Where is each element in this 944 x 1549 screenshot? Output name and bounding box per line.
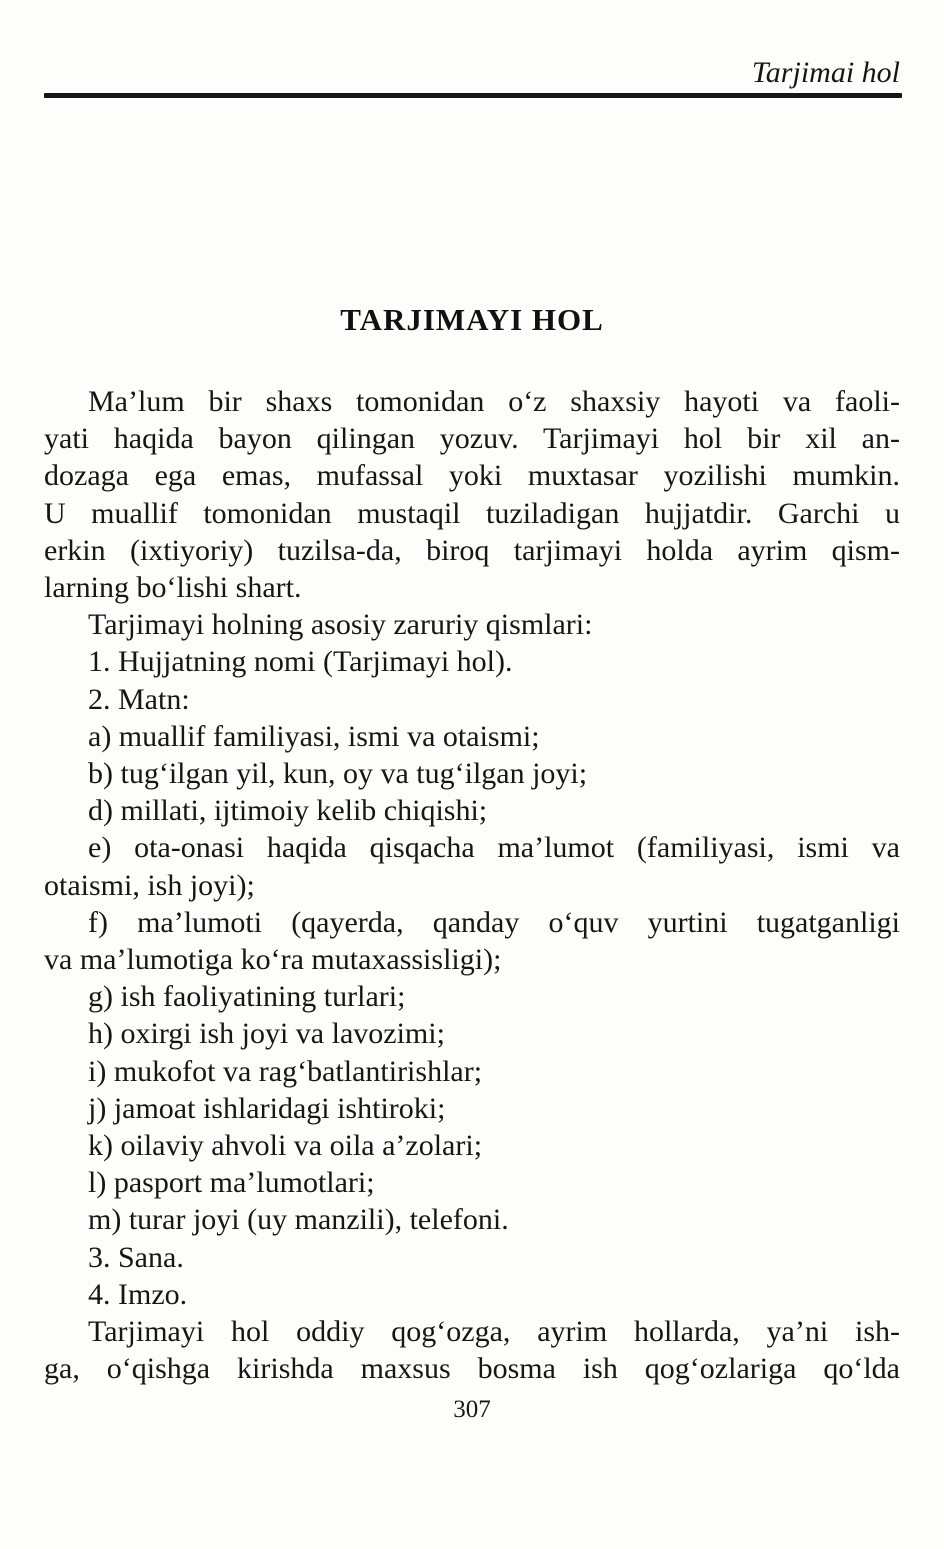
header-rule [44, 93, 902, 98]
page-title: TARJIMAYI HOL [340, 302, 604, 337]
text-line: g) ish faoliyatining turlari; [88, 980, 406, 1014]
text-line: k) oilaviy ahvoli va oila a’zolari; [88, 1129, 483, 1163]
text-line: 4. Imzo. [88, 1277, 188, 1311]
text-line: b) tug‘ilgan yil, kun, oy va tug‘ilgan joyi; [88, 757, 588, 791]
text-line: dozaga ega emas, mufassal yoki muxtasar yozilishi mumkin. [44, 459, 900, 493]
text-line: otaismi, ish joyi); [44, 868, 255, 902]
running-header: Tarjimai hol [751, 56, 900, 89]
text-line: Tarjimayi hol oddiy qog‘ozga, ayrim hollarda, ya’ni ish- [88, 1315, 900, 1349]
text-line: f) ma’lumoti (qayerda, qanday o‘quv yurtini tugatganligi [88, 905, 900, 939]
text-line: e) ota-onasi haqida qisqacha ma’lumot (familiyasi, ismi va [88, 831, 900, 865]
text-line: a) muallif familiyasi, ismi va otaismi; [88, 719, 540, 753]
body-text [44, 383, 900, 1387]
text-line: erkin (ixtiyoriy) tuzilsa-da, biroq tarjimayi holda ayrim qism- [44, 533, 900, 567]
text-line: j) jamoat ishlaridagi ishtiroki; [88, 1091, 446, 1125]
text-line: U muallif tomonidan mustaqil tuziladigan hujjatdir. Garchi u [44, 496, 900, 530]
text-line: i) mukofot va rag‘batlantirishlar; [88, 1054, 483, 1088]
text-line: m) turar joyi (uy manzili), telefoni. [88, 1203, 509, 1237]
text-line: l) pasport ma’lumotlari; [88, 1166, 375, 1200]
text-line: 3. Sana. [88, 1240, 184, 1274]
text-line: d) millati, ijtimoiy kelib chiqishi; [88, 794, 488, 828]
text-line: 2. Matn: [88, 682, 190, 716]
page-number: 307 [453, 1396, 491, 1423]
text-line: larning bo‘lishi shart. [44, 571, 302, 605]
text-line: h) oxirgi ish joyi va lavozimi; [88, 1017, 445, 1051]
text-line: Ma’lum bir shaxs tomonidan o‘z shaxsiy hayoti va faoli- [88, 385, 900, 418]
text-line: 1. Hujjatning nomi (Tarjimayi hol). [88, 645, 513, 679]
text-line: Tarjimayi holning asosiy zaruriy qismlari: [88, 608, 593, 642]
text-line: ga, o‘qishga kirishda maxsus bosma ish qog‘ozlariga qo‘lda [44, 1352, 900, 1386]
text-line: yati haqida bayon qilingan yozuv. Tarjimayi hol bir xil an- [44, 422, 900, 456]
text-line: va ma’lumotiga ko‘ra mutaxassisligi); [44, 943, 502, 977]
